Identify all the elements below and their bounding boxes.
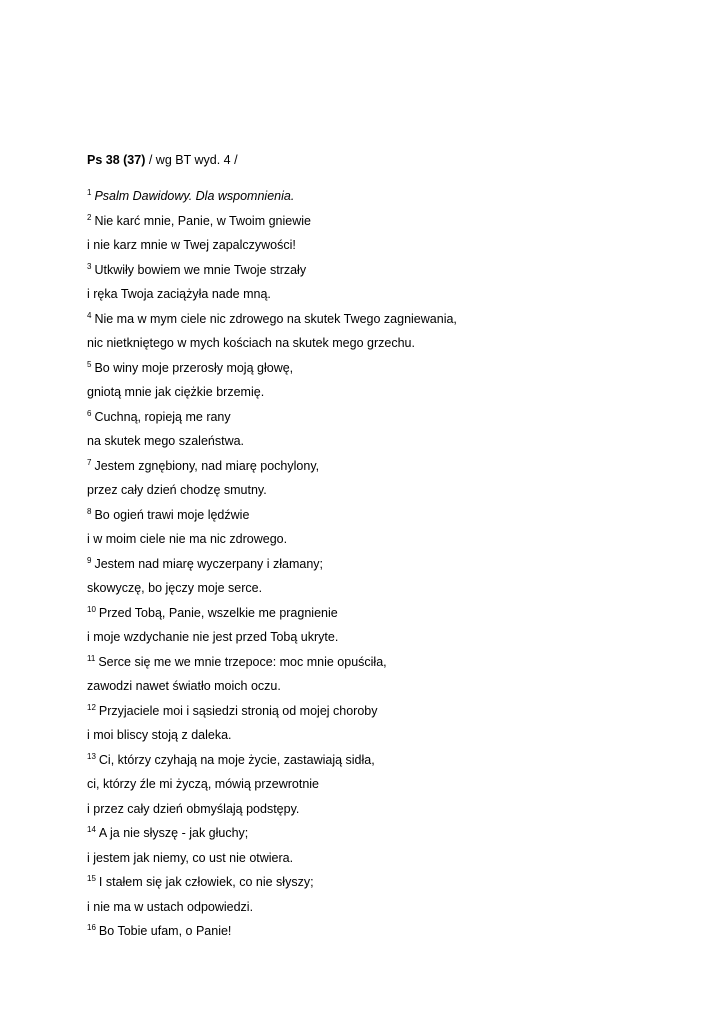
verse-number: 11 (87, 653, 96, 663)
verse-number: 7 (87, 457, 92, 467)
verse-line (87, 850, 687, 875)
psalm-verses (87, 188, 687, 948)
verse-line (87, 556, 687, 581)
verse-text: i w moim ciele nie ma nic zdrowego. (87, 532, 288, 546)
verse-text: przez cały dzień chodzę smutny. (87, 483, 267, 497)
psalm-title: Ps 38 (37) (87, 153, 146, 167)
verse-text: Bo winy moje przerosły moją głowę, (94, 360, 294, 375)
verse-line (87, 531, 687, 556)
verse-text: Przed Tobą, Panie, wszelkie me pragnienie (98, 605, 338, 620)
verse-line (87, 678, 687, 703)
verse-line (87, 654, 687, 679)
verse-text: i nie ma w ustach odpowiedzi. (87, 899, 254, 914)
verse-text: i moje wzdychanie nie jest przed Tobą ukryte. (87, 630, 339, 644)
verse-line (87, 433, 687, 458)
verse-line (87, 237, 687, 262)
verse-number: 10 (87, 604, 96, 614)
verse-number: 15 (87, 874, 96, 883)
verse-text: nic nietkniętego w mych kościach na skutek mego grzechu. (87, 336, 415, 350)
verse-text: na skutek mego szaleństwa. (87, 434, 245, 448)
verse-number: 6 (87, 408, 92, 418)
verse-line (87, 580, 687, 605)
verse-number: 9 (87, 555, 92, 565)
psalm-translation-note: / wg BT wyd. 4 / (145, 153, 238, 167)
psalm-heading (87, 152, 687, 168)
verse-text: i nie karz mnie w Twej zapalczywości! (87, 238, 296, 252)
verse-number: 16 (87, 923, 96, 932)
verse-text: Cuchną, ropieją me rany (94, 409, 231, 424)
verse-text: Przyjaciele moi i sąsiedzi stronią od mojej choroby (98, 703, 378, 718)
verse-line (87, 752, 687, 777)
verse-text: Jestem zgnębiony, nad miarę pochylony, (94, 458, 320, 473)
verse-text: i ręka Twoja zaciążyła nade mną. (87, 287, 271, 301)
verse-line (87, 384, 687, 409)
verse-line (87, 776, 687, 801)
verse-line (87, 213, 687, 238)
verse-text: Bo Tobie ufam, o Panie! (98, 924, 232, 938)
verse-text: Bo ogień trawi moje lędźwie (94, 507, 250, 522)
verse-line (87, 458, 687, 483)
verse-line (87, 482, 687, 507)
verse-text: Ci, którzy czyhają na moje życie, zastawiają sidła, (98, 752, 375, 767)
verse-text: Serce się me we mnie trzepoce: moc mnie opuściła, (98, 654, 387, 669)
verse-line (87, 286, 687, 311)
verse-line (87, 629, 687, 654)
verse-line (87, 605, 687, 630)
verse-line (87, 923, 687, 948)
verse-line (87, 188, 687, 213)
verse-line (87, 703, 687, 728)
verse-line (87, 727, 687, 752)
verse-number: 2 (87, 212, 92, 222)
verse-line (87, 311, 687, 336)
verse-number: 8 (87, 506, 92, 516)
verse-text: Nie ma w mym ciele nic zdrowego na skutek Twego zagniewania, (94, 311, 457, 326)
verse-text: zawodzi nawet światło moich oczu. (87, 679, 281, 693)
verse-text: Psalm Dawidowy. Dla wspomnienia. (94, 189, 295, 203)
verse-line (87, 825, 687, 850)
verse-number: 5 (87, 359, 92, 369)
verse-text: i jestem jak niemy, co ust nie otwiera. (87, 850, 294, 865)
verse-text: Jestem nad miarę wyczerpany i złamany; (94, 556, 324, 571)
verse-text: A ja nie słyszę - jak głuchy; (98, 826, 249, 840)
verse-line (87, 801, 687, 826)
verse-line (87, 262, 687, 287)
verse-number: 1 (87, 188, 92, 197)
verse-line (87, 874, 687, 899)
verse-text: ci, którzy źle mi życzą, mówią przewrotnie (87, 777, 320, 791)
verse-text: skowyczę, bo jęczy moje serce. (87, 581, 263, 595)
document-page (87, 152, 687, 948)
verse-text: i moi bliscy stoją z daleka. (87, 728, 232, 742)
verse-text: Utkwiły bowiem we mnie Twoje strzały (94, 262, 307, 277)
verse-text: I stałem się jak człowiek, co nie słyszy; (98, 875, 314, 889)
verse-number: 13 (87, 751, 96, 761)
verse-number: 3 (87, 261, 92, 271)
verse-line (87, 335, 687, 360)
verse-line (87, 507, 687, 532)
verse-text: Nie karć mnie, Panie, w Twoim gniewie (94, 213, 311, 228)
verse-number: 12 (87, 702, 96, 712)
verse-text: gniotą mnie jak ciężkie brzemię. (87, 385, 265, 399)
verse-line (87, 899, 687, 924)
verse-line (87, 360, 687, 385)
verse-number: 4 (87, 310, 92, 320)
verse-line (87, 409, 687, 434)
verse-number: 14 (87, 825, 96, 834)
verse-text: i przez cały dzień obmyślają podstępy. (87, 801, 300, 816)
